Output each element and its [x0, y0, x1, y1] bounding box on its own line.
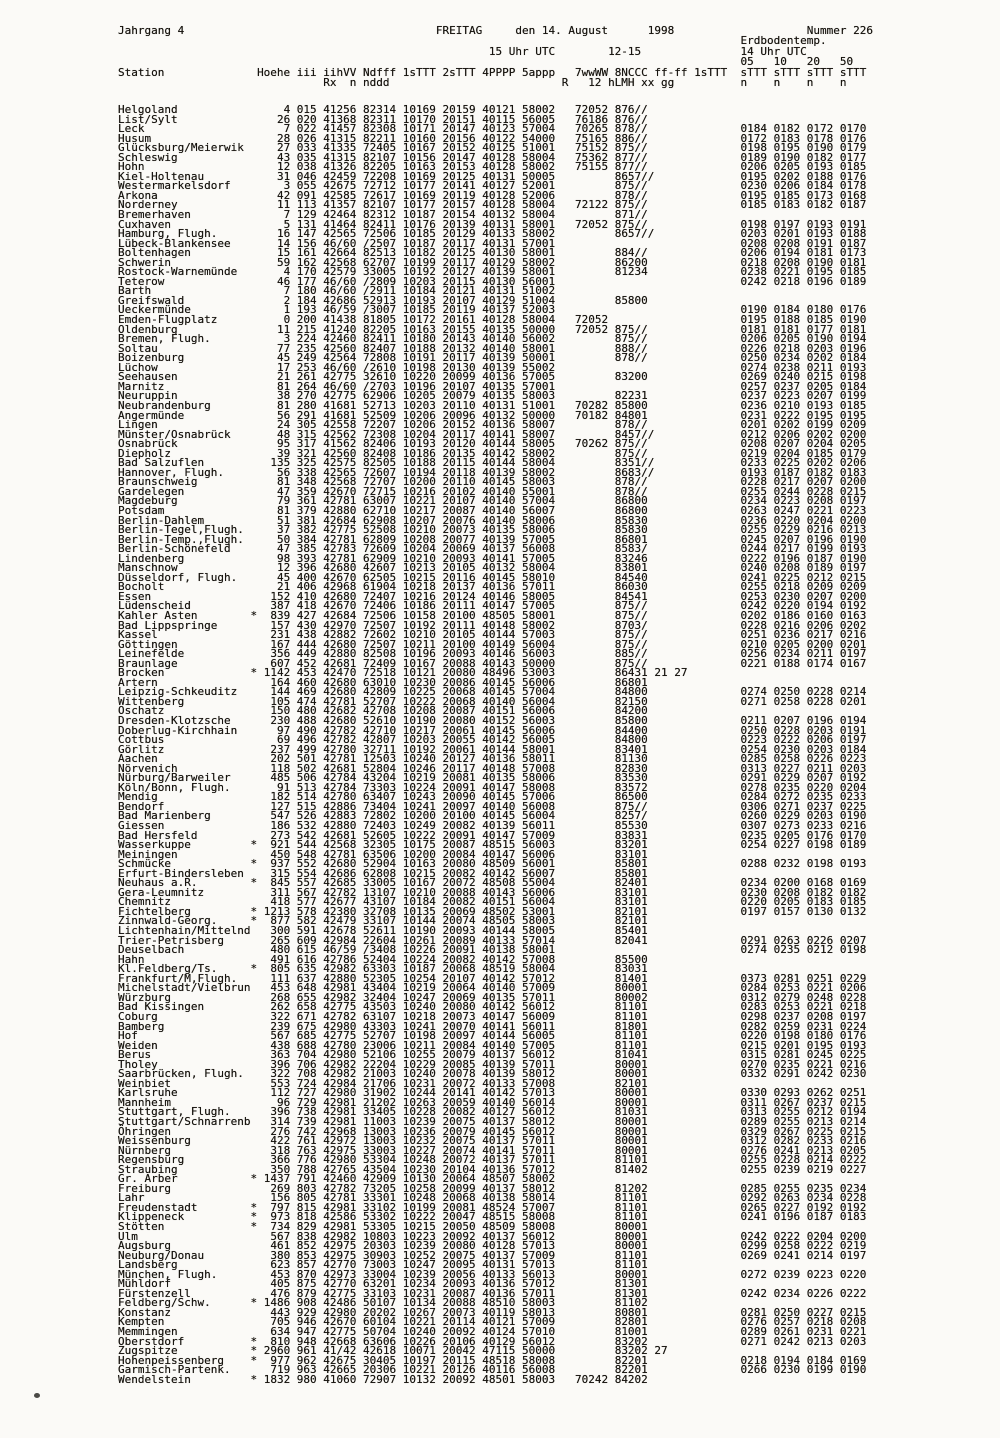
station-row: Frankfurt/M,Flugh. 111 637 42880 52305 10254 20107 40142 57012 81401 0373 0281 0251 0229 [118, 971, 867, 985]
unit-12: 12 [588, 76, 602, 89]
station-row: Karlsruhe 112 727 42980 31902 10244 20141 40142 57013 80001 0330 0293 0262 0251 [118, 1086, 867, 1100]
station-row: Bremerhaven 7 129 42464 82312 10187 20154 40132 58004 871// [118, 208, 648, 222]
soil-depth-05: 05 [740, 55, 754, 69]
station-row: Regensburg 366 776 42980 53304 10248 20072 40137 57011 81101 0255 0228 0214 0222 [118, 1153, 867, 1167]
station-row: Essen 152 410 42680 72407 10216 20124 40146 58005 84541 0253 0230 0207 0200 [118, 589, 867, 603]
station-row: Wendelstein * 1832 980 41060 72907 10132 20092 48501 58003 70242 84202 [118, 1372, 648, 1386]
station-row: Oldenburg 11 215 41240 82205 10163 20155 40135 50000 72052 875// 0181 0181 0177 0181 [118, 322, 867, 336]
station-row: Glücksburg/Meierwik 27 033 41335 72405 10167 20152 40125 51001 75152 875// 0198 0195 0190 0179 [118, 141, 867, 155]
station-row: Angermünde 56 291 41681 52509 10206 20096 40132 50000 70182 84801 0231 0222 0195 0195 [118, 408, 867, 422]
station-row: Neuburg/Donau 380 853 42975 30903 10252 20075 40137 57009 81101 0269 0241 0214 0197 [118, 1248, 867, 1262]
station-row: Helgoland 4 015 41256 82314 10169 20159 40121 58002 72052 876// [118, 103, 648, 116]
station-row: Meiningen 450 548 42781 63506 10200 20084 40147 56006 83101 [118, 847, 648, 861]
station-row: Coburg 322 671 42782 63107 10218 20073 40147 56009 81101 0298 0237 0208 0197 [118, 1009, 867, 1023]
station-row: Mühldorf 405 875 42770 63201 10234 20093 40136 57012 81301 [118, 1277, 648, 1291]
station-row: Leck 7 022 41457 82308 10171 20147 40123 57004 70265 878// 0184 0182 0172 0170 [118, 122, 867, 136]
station-row: Würzburg 268 655 42982 32404 10247 20069 40135 57011 80002 0312 0279 0248 0228 [118, 990, 867, 1004]
station-row: Doberlug-Kirchhain 97 490 42782 42710 10217 20061 40145 56006 84400 0250 0228 0203 0191 [118, 723, 867, 737]
weekday: FREITAG [435, 24, 483, 37]
station-row: Boltenhagen 15 161 42664 82513 10182 20125 40130 58001 884// 0206 0194 0181 0173 [118, 246, 867, 260]
station-row: Hohenpeissenberg * 977 962 42675 30405 10197 20115 48518 58008 82201 0218 0194 0184 0169 [118, 1353, 867, 1367]
bulletin-header [118, 24, 873, 89]
unit-n-05: n [740, 76, 748, 89]
soil-depth-10: 10 [773, 55, 787, 69]
col-synop-groups: Hoehe iii iihVV Ndfff 1sTTT 2sTTT 4PPPP 5appp [257, 65, 556, 79]
station-row: Gr. Arber * 1437 791 42460 42909 10130 20064 48507 58002 [118, 1172, 556, 1186]
station-row: Memmingen 634 947 42775 50704 10240 20092 40124 57010 81001 0289 0261 0231 0221 [118, 1325, 867, 1338]
station-row: Brocken * 1142 453 42470 72518 10121 20080 48496 53003 86431 21 27 [118, 666, 688, 680]
station-row: Straubing 350 788 42765 43504 10230 20104 40136 57012 81402 0255 0239 0219 0227 [118, 1162, 867, 1176]
station-row: Kassel 231 438 42882 72602 10210 20105 40144 57003 875// 0251 0236 0217 0216 [118, 628, 867, 642]
station-row: Manschnow 12 396 42680 42607 10213 20105 40132 58004 83801 0240 0208 0189 0197 [118, 561, 867, 575]
station-row: Klippeneck * 973 818 42586 53302 10222 20047 48515 58008 81101 0241 0196 0187 0183 [118, 1210, 867, 1224]
station-row: Boizenburg 45 249 42564 72808 10191 20117 40139 50001 878// 0250 0234 0202 0184 [118, 351, 867, 365]
unit-gg: gg [661, 76, 675, 89]
station-row: Berlin-Temp.,Flugh. 50 384 42781 62809 10208 20077 40139 57005 86801 0245 0207 0196 0190 [118, 532, 867, 546]
station-row: Cottbus 69 496 42782 42807 10203 20055 40142 56005 84800 0223 0222 0206 0197 [118, 733, 867, 747]
station-row: Schwerin 59 162 42568 62707 10199 20117 40129 58002 86200 0218 0208 0190 0181 [118, 255, 867, 269]
col-soil-groups: sTTT sTTT sTTT sTTT [740, 65, 867, 79]
station-row: Öhringen 276 742 42968 13003 10236 20079 40145 56012 80001 0329 0267 0225 0215 [118, 1124, 867, 1138]
station-row: Braunlage 607 452 42681 72409 10167 20088 40143 50000 875// 0221 0188 0174 0167 [118, 656, 867, 670]
station-row: Münster/Osnabrück 48 315 42562 72308 10204 20117 40141 58007 8457// 0212 0206 0202 0200 [118, 427, 867, 441]
station-row: Dresden-Klotzsche 230 488 42680 52610 10190 20080 40152 56003 85800 0211 0207 0196 0194 [118, 714, 867, 727]
issue-number: Nummer 226 [806, 24, 873, 37]
station-row: Erfurt-Bindersleben 315 554 42686 62808 10215 20082 40142 56007 85801 [118, 866, 648, 880]
station-row: Schleswig 43 035 41315 82107 10156 20147 40128 58004 75362 877// 0189 0190 0182 0177 [118, 150, 867, 164]
soil-depth-20: 20 [806, 55, 820, 69]
station-row: Feldberg/Schw. * 1486 908 42486 50107 10134 20088 48510 58003 81102 [118, 1296, 648, 1310]
station-row: Nörvenich 118 502 42681 52804 10246 20117 40148 57008 82830 0313 0227 0211 0203 [118, 761, 867, 775]
station-row: Weinbiet 553 724 42984 21706 10231 20072 40133 57008 82101 [118, 1076, 648, 1090]
station-row: Westermarkelsdorf 3 055 42675 72712 10177 20141 40127 52001 875// 0230 0206 0184 0178 [118, 179, 867, 193]
station-row: Kiel-Holtenau 31 046 42459 72208 10169 20125 40131 50005 8657// 0195 0202 0188 0176 [118, 169, 867, 183]
station-row: Stötten * 734 829 42981 53305 10215 20050 48509 58008 80001 [118, 1219, 648, 1233]
station-table [118, 105, 866, 1384]
station-row: Diepholz 39 321 42560 82408 10186 20135 40142 58002 875// 0219 0204 0185 0179 [118, 446, 867, 460]
unit-n-20: n [806, 76, 814, 89]
unit-n-10: n [773, 76, 781, 89]
date: den 14. August [515, 24, 609, 37]
station-row: Freudenstadt * 797 815 42981 33102 10199 20081 48524 57007 81101 0265 0227 0192 0192 [118, 1200, 867, 1214]
station-row: Kahler Asten * 839 427 42684 72506 10158 20100 48505 58001 875// 0202 0186 0160 0163 [118, 608, 867, 622]
station-row: Köln/Bonn, Flugh. 91 513 42784 73303 10224 20091 40147 58008 83572 0278 0235 0220 0204 [118, 780, 867, 794]
unit-n: n [349, 76, 357, 89]
station-row: Berlin-Schönefeld 47 385 42783 72609 10204 20069 40137 56008 8583/ 0244 0217 0199 0193 [118, 542, 867, 556]
station-row: Düsseldorf, Flugh. 45 400 42670 62505 10215 20116 40145 58010 84540 0241 0225 0212 0215 [118, 570, 867, 584]
station-row: Wasserkuppe * 921 544 42568 32305 10175 20087 48515 56003 83201 0254 0227 0198 0189 [118, 838, 867, 852]
station-row: Bad Marienberg 547 526 42883 72802 10200 20100 40145 56004 8257/ 0260 0229 0203 0190 [118, 809, 867, 823]
station-row: Berus 363 704 42980 52106 10255 20079 40137 56012 81041 0315 0281 0245 0225 [118, 1048, 867, 1062]
station-row: Zugspitze * 2960 961 41/42 42618 10071 20042 47115 50000 83202 27 [118, 1344, 668, 1358]
station-row: Bad Lippspringe 157 430 42970 72507 10192 20111 40148 58002 8703/ 0228 0216 0206 0202 [118, 618, 867, 632]
unit-n-50: n [839, 76, 847, 89]
station-row: Berlin-Tegel,Flugh. 37 382 42775 52508 10210 20073 40135 58006 85830 0255 0229 0216 0213 [118, 523, 867, 537]
unit-hlmh: hLMH [608, 76, 635, 89]
station-row: München, Flugh. 453 870 42973 33004 10239 20056 40133 56013 80001 0272 0239 0223 0220 [118, 1267, 867, 1281]
station-row: Weissenburg 422 761 42972 13003 10232 20075 40137 57011 80001 0312 0282 0233 0216 [118, 1134, 867, 1148]
station-row: Schmücke * 937 552 42680 52904 10163 20080 48509 56001 85801 0288 0232 0198 0193 [118, 857, 867, 871]
station-row: Hahn 491 616 42786 52404 10224 20082 40142 57008 85500 [118, 952, 648, 966]
station-row: Fichtelberg * 1213 578 42380 32708 10135 20069 48502 53001 82101 0197 0157 0130 0132 [118, 904, 867, 918]
station-row: Neuhaus a.R. * 845 557 42685 33005 10167 20072 48508 55004 82401 0234 0200 0168 0169 [118, 876, 867, 890]
station-row: Nürnberg 318 763 42975 33003 10227 20074 40141 57011 80001 0276 0241 0213 0205 [118, 1143, 867, 1157]
station-row: Soltau 77 235 42560 82407 10188 20132 40140 58001 888// 0226 0218 0203 0196 [118, 341, 867, 355]
obs-period: 12-15 [608, 44, 642, 58]
station-row: Garmisch-Partenk. 719 963 42665 20306 10221 20126 40116 56008 82201 0266 0230 0199 0190 [118, 1363, 867, 1377]
station-row: Cuxhaven 5 131 41464 82411 10176 20139 40131 58001 72052 875// 0198 0197 0193 0191 [118, 217, 867, 231]
station-row: Norderney 11 113 41357 82107 10177 20157 40128 58004 72122 875// 0185 0183 0182 0187 [118, 198, 867, 212]
journal-volume: Jahrgang 4 [118, 24, 185, 37]
station-row: Neuruppin 38 270 42775 62906 10205 20079 40135 58003 82231 0237 0223 0207 0199 [118, 389, 867, 403]
soil-time-utc: 14 Uhr UTC [740, 44, 807, 58]
station-row: Marnitz 81 264 46/60 /2703 10196 20107 40135 57001 0257 0237 0205 0184 [118, 379, 867, 393]
station-row: Leipzig-Schkeuditz 144 469 42680 42809 10225 20068 40145 57004 84800 0274 0250 0228 0214 [118, 685, 867, 699]
station-row: Kempten 705 946 42670 60104 10221 20114 40121 57009 82801 0276 0257 0218 0208 [118, 1315, 867, 1329]
unit-rx: Rx [323, 76, 337, 89]
station-row: Bad Hersfeld 273 542 42681 52605 10222 20091 40147 57009 83831 0235 0205 0176 0170 [118, 828, 867, 842]
station-row: Neubrandenburg 81 280 41681 52713 10203 20110 40131 51001 70282 85800 0236 0210 0193 0185 [118, 398, 867, 412]
station-row: Lüdenscheid 387 418 42670 72406 10186 20111 40147 57005 875// 0242 0220 0194 0192 [118, 599, 867, 613]
unit-nddd: nddd [363, 76, 390, 89]
station-row: Hannover, Flugh. 56 338 42565 72607 10194 20118 40139 58002 8683// 0193 0187 0182 0183 [118, 465, 867, 479]
station-row: Gera-Leumnitz 311 567 42782 13107 10210 20088 40143 56006 83101 0230 0208 0182 0182 [118, 885, 867, 899]
station-row: Potsdam 81 379 42880 62710 10217 20087 40140 56007 86800 0263 0247 0221 0223 [118, 503, 867, 517]
station-row: Bendorf 127 515 42886 73404 10241 20097 40140 56008 875// 0306 0271 0237 0225 [118, 799, 867, 813]
station-row: Emden-Flugplatz 0 200 41438 81805 10172 20161 40128 58004 72052 0195 0188 0185 0190 [118, 313, 867, 327]
station-row: Osnabrück 95 317 41562 82406 10193 20120 40144 58005 70262 875// 0208 0207 0204 0205 [118, 437, 867, 451]
weather-bulletin [118, 24, 873, 1386]
station-row: Oberstdorf * 810 948 42668 63606 10226 20106 40129 56012 83202 0271 0242 0213 0203 [118, 1334, 867, 1348]
station-row: Fürstenzell 476 879 42775 33103 10231 20087 40136 57011 81301 0242 0234 0226 0222 [118, 1286, 867, 1300]
station-row: Greifswald 2 184 42686 52913 10193 20107 40129 51004 85800 [118, 293, 648, 307]
station-row: Lichtenhain/Mittelnd 300 591 42678 52611 10190 20093 40144 58005 85401 [118, 924, 648, 938]
station-row: Bad Kissingen 262 658 42775 43503 10240 20080 40142 56012 81101 0283 0253 0221 0218 [118, 1000, 867, 1014]
station-row: Göttingen 167 444 42680 72507 10211 20100 40149 56004 875// 0210 0205 0200 0201 [118, 637, 867, 651]
station-row: Lingen 24 305 42558 72207 10206 20152 40136 58007 878// 0201 0202 0199 0209 [118, 418, 867, 432]
station-row: Mendig 182 514 42780 63407 10243 20090 40145 57006 86500 0284 0272 0235 0233 [118, 790, 867, 804]
station-row: Augsburg 461 852 42975 20303 10239 20080 40128 57013 80001 0299 0258 0222 0219 [118, 1239, 867, 1253]
station-row: Bad Salzuflen 135 325 42575 82505 10188 20115 40144 58004 8351// 0233 0225 0202 0206 [118, 456, 867, 470]
station-row: Michelstadt/Vielbrun 453 648 42981 43404 10219 20064 40140 57009 80001 0284 0253 0221 0206 [118, 981, 867, 995]
station-row: Lüchow 17 253 46/60 /2610 10198 20130 40139 55002 0274 0238 0211 0193 [118, 360, 867, 374]
station-row: Seehausen 21 261 42775 32610 10220 20099 40136 57005 83200 0269 0240 0215 0198 [118, 370, 867, 384]
station-row: Bamberg 239 675 42980 43303 10241 20070 40141 56011 81801 0282 0259 0231 0224 [118, 1019, 867, 1033]
station-row: Husum 28 026 41315 82211 10160 20156 40122 54000 75165 886// 0172 0183 0178 0176 [118, 131, 867, 145]
station-row: Landsberg 623 857 42770 73003 10247 20095 40131 57013 81101 [118, 1258, 648, 1272]
station-row: Weiden 438 688 42780 23006 10211 20084 40140 57005 81101 0215 0201 0195 0193 [118, 1038, 867, 1052]
station-row: Teterow 46 177 46/60 /2809 10203 20115 40130 56001 0242 0218 0196 0189 [118, 274, 867, 288]
station-row: Braunschweig 81 348 42568 72707 10200 20110 40145 58003 878// 0228 0217 0207 0200 [118, 475, 867, 489]
station-row: Freiburg 269 803 42782 73205 10258 20099 40137 58012 81202 0285 0255 0235 0234 [118, 1181, 867, 1195]
station-row: Deuselbach 480 615 46/59 /3408 10226 20091 40138 58001 0274 0235 0212 0198 [118, 943, 867, 957]
station-row: Gardelegen 47 359 42670 72715 10216 20102 40140 55001 878// 0255 0244 0228 0215 [118, 484, 867, 498]
station-row: Aachen 202 501 42781 12503 10240 20127 40136 58011 81130 0285 0258 0226 0223 [118, 752, 867, 766]
station-row: Bocholt 21 406 42968 61904 10218 20137 40136 57011 86030 0255 0218 0209 0209 [118, 580, 867, 594]
station-row: Berlin-Dahlem 51 381 42684 62908 10207 20076 40140 58006 85830 0236 0220 0204 0200 [118, 513, 867, 527]
station-row: Kl.Feldberg/Ts. * 805 635 42982 63303 10187 20068 48519 58004 83031 [118, 962, 648, 976]
station-row: Leinefelde 356 449 42880 82508 10196 20093 40146 56003 885// 0256 0234 0211 0197 [118, 647, 867, 661]
year: 1998 [647, 24, 675, 37]
soil-temp-title: Erdbodentemp. [740, 34, 827, 48]
station-row: Trier-Petrisberg 265 609 42984 22604 10261 20089 40133 57014 82041 0291 0263 0226 0207 [118, 933, 867, 947]
station-row: Hohn 12 038 41326 82205 10163 20153 40128 58002 75155 877// 0206 0205 0193 0185 [118, 160, 867, 174]
station-row: Oschatz 150 480 42682 42708 10208 20087 40151 56006 84200 [118, 704, 648, 718]
station-row: Hamburg, Flugh. 16 147 42565 72506 10185 20129 40133 58002 8657// 0203 0201 0193 0188 [118, 227, 867, 241]
station-row: Magdeburg 79 361 42781 63007 10221 20107 40140 57004 86800 0234 0223 0208 0197 [118, 494, 867, 508]
station-row: Zinnwald-Georg. * 877 582 42479 33107 10144 20074 48505 58003 82101 [118, 914, 648, 928]
station-row: Rostock-Warnemünde 4 170 42579 33005 10192 20127 40139 58001 81234 0238 0221 0195 0185 [118, 265, 867, 279]
unit-xx: xx [641, 76, 655, 89]
col-station-label: Station [118, 65, 165, 79]
station-row: Görlitz 237 499 42780 32711 10192 20061 40144 58001 83401 0254 0230 0203 0184 [118, 742, 867, 756]
station-row: Hof 567 685 42775 52707 10198 20097 40144 56005 81101 0220 0198 0180 0176 [118, 1029, 867, 1043]
obs-time-utc: 15 Uhr UTC [488, 44, 556, 58]
station-row: Lübeck-Blankensee 14 156 46/60 /2507 10187 20117 40131 57001 0208 0208 0191 0187 [118, 236, 867, 250]
station-row: Saarbrücken, Flugh. 322 708 42982 21003 10240 20078 40139 58012 80001 0332 0291 0242 0230 [118, 1067, 867, 1081]
station-row: Tholey 396 706 42982 22204 10229 20085 40139 57011 80001 0270 0235 0221 0216 [118, 1057, 867, 1071]
station-row: Stuttgart/Schnarrenb 314 739 42981 11003 10239 20075 40137 58012 80001 0289 0255 0213 0214 [118, 1114, 867, 1128]
soil-depth-50: 50 [839, 55, 854, 69]
station-row: Lindenberg 98 393 42781 62909 10210 20093 40141 57005 83246 0222 0196 0187 0190 [118, 551, 867, 565]
station-row: Nürburg/Barweiler 485 506 42784 43204 10219 20081 40135 58006 83530 0291 0229 0207 0192 [118, 771, 867, 785]
scan-artifact [34, 1393, 40, 1398]
station-row: Chemnitz 418 577 42677 43107 10184 20082 40151 56004 83101 0220 0205 0183 0185 [118, 895, 867, 909]
station-row: Barth 7 180 46/60 /2911 10184 20121 40131 51002 [118, 284, 556, 298]
station-row: Bremen, Flugh. 3 224 42460 82411 10180 20143 40140 56002 875// 0206 0205 0190 0194 [118, 332, 867, 346]
station-row: Giessen 186 532 42880 72403 10249 20082 40139 56011 85530 0307 0273 0233 0216 [118, 819, 867, 833]
station-row: List/Sylt 26 020 41368 82311 10170 20151 40115 56005 76186 876// [118, 112, 648, 126]
station-row: Ueckermünde 1 193 46/59 /3007 10185 20119 40137 52003 0190 0184 0180 0176 [118, 303, 867, 317]
station-row: Artern 164 460 42680 63010 10230 20086 40145 56006 86801 [118, 675, 648, 689]
station-row: Ulm 567 838 42982 10803 10223 20092 40137 56012 80001 0242 0222 0204 0200 [118, 1229, 867, 1243]
station-row: Arkona 42 091 42585 72617 10169 20119 40128 52006 878// 0195 0185 0173 0168 [118, 188, 867, 202]
col-weather-groups: 7wwWW 8NCCC ff-ff 1sTTT [574, 65, 728, 79]
station-row: Mannheim 96 729 42981 21202 10263 20059 40140 56014 80001 0311 0267 0237 0215 [118, 1095, 867, 1109]
station-row: Lahr 156 805 42781 33301 10248 20068 40138 58014 81101 0292 0263 0234 0228 [118, 1191, 867, 1205]
unit-r: R [561, 76, 569, 89]
station-row: Konstanz 443 929 42980 20202 10267 20073 40119 58013 80801 0281 0250 0227 0215 [118, 1305, 867, 1319]
station-row: Stuttgart, Flugh. 396 738 42981 33405 10228 20082 40127 56012 81031 0313 0255 0212 0194 [118, 1105, 867, 1119]
station-row: Wittenberg 105 474 42781 52707 10222 20068 40140 56004 82150 0271 0258 0228 0201 [118, 694, 867, 708]
